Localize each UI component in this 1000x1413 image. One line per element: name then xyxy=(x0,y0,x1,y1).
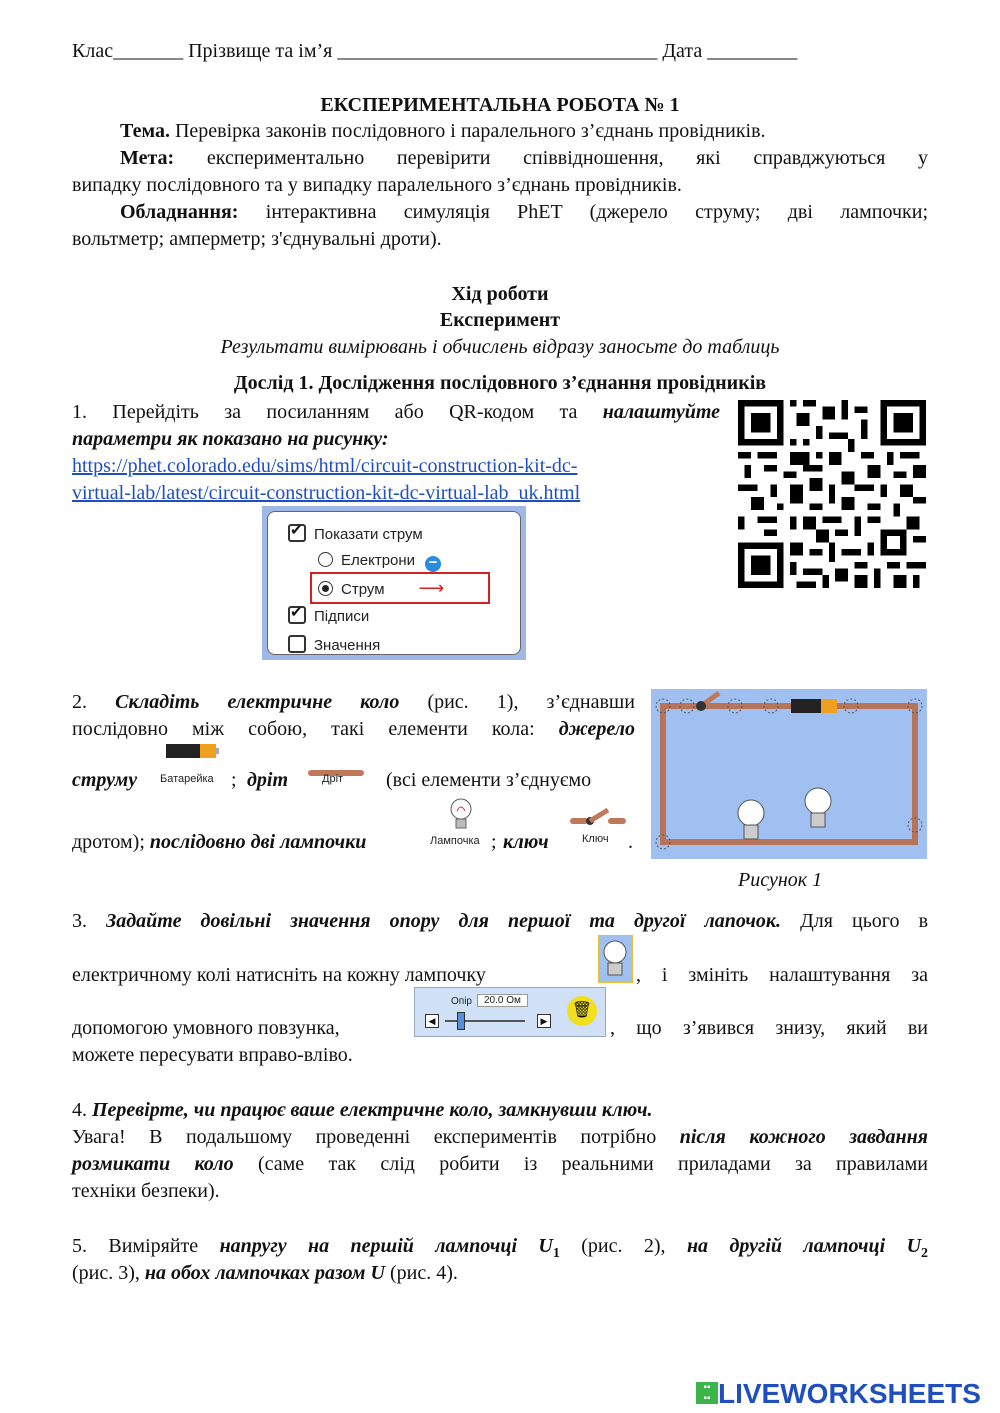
class-label: Клас xyxy=(72,40,114,62)
step3-line-4: можете пересувати вправо-вліво. xyxy=(72,1044,353,1066)
phet-link-line-2[interactable]: virtual-lab/latest/circuit-construction-kit-dc-virtual-lab_uk.html xyxy=(72,482,581,504)
step2-text-b: (всі елементи з’єднуємо xyxy=(386,769,592,791)
slider-thumb xyxy=(457,1012,465,1030)
theme-text: Перевірка законів послідовного і паралельного з’єднань провідників. xyxy=(174,120,766,142)
goal-label: Мета: xyxy=(120,147,175,169)
bulb-image xyxy=(448,797,474,837)
semicolon: ; xyxy=(231,769,237,791)
step3-line-3: допомогою умовного повзунка, xyxy=(72,1017,340,1039)
step3-line-2: електричному колі натисніть на кожну лампочку xyxy=(72,964,486,986)
checkbox-empty-icon xyxy=(288,635,306,653)
show-current-option: ✔Показати струм xyxy=(288,524,423,543)
step1-line-1: 1. Перейдіть за посиланням або QR-кодом та налаштуйте xyxy=(72,401,720,423)
theme-label: Тема. xyxy=(120,120,170,142)
page-title: ЕКСПЕРИМЕНТАЛЬНА РОБОТА № 1 xyxy=(320,94,680,116)
wire-word: дріт xyxy=(247,769,289,791)
trash-icon: 🗑 xyxy=(567,996,597,1026)
trial1-heading: Дослід 1. Дослідження послідовного з’єднання провідників xyxy=(233,372,767,394)
step3-line-1: 3. Задайте довільні значення опору для першої та другої лапочок. Для цього в xyxy=(72,910,929,932)
header-line xyxy=(72,38,928,64)
name-label: Прізвище та ім’я xyxy=(188,40,333,62)
logo-icon: ▪▪ ▪▪ xyxy=(696,1382,718,1404)
switch-image xyxy=(568,806,628,836)
results-note: Результати вимірювань і обчислень відразу заносьте до таблиць xyxy=(220,336,780,358)
step2-line-2: послідовно між собою, такі елементи кола: джерело xyxy=(72,718,636,740)
step4-line-4: техніки безпеки). xyxy=(72,1180,220,1202)
step3-text-c: , і змініть налаштування за xyxy=(636,964,928,986)
wire-label: Дріт xyxy=(322,773,344,785)
step2-line-3: струму xyxy=(72,769,138,791)
step4-line-2: Увага! В подальшому проведенні експериментів потрібно після кожного завдання xyxy=(72,1126,928,1148)
goal-text-1: експериментально перевірити співвідношення, які справджуються у xyxy=(206,147,929,169)
circuit-figure xyxy=(651,689,927,859)
slider-value: 20.0 Ом xyxy=(477,994,528,1007)
electrons-option: Електрони − xyxy=(318,552,441,572)
current-option: Струм ⟶ xyxy=(318,578,444,599)
radio-empty-icon xyxy=(318,552,333,567)
labels-option: ✔Підписи xyxy=(288,606,369,625)
step4-line-3: розмикати коло (саме так слід робити із реальними приладами за правилами xyxy=(72,1153,929,1175)
goal-line-2: випадку послідовного та у випадку паралельного з’єднань провідників. xyxy=(72,174,682,196)
liveworksheets-logo: ▪▪ ▪▪ LIVEWORKSHEETS xyxy=(696,1378,981,1410)
theme-line xyxy=(72,118,928,144)
step5-line-2: (рис. 3), на обох лампочках разом U (рис. 4). xyxy=(72,1262,458,1284)
experiment-heading: Експеримент xyxy=(439,309,561,331)
name-field[interactable]: ________________________________ xyxy=(337,40,658,62)
step2-line-1: 2. Складіть електричне коло (рис. 1), з’єднавши xyxy=(72,691,635,713)
step5-line-1: 5. Виміряйте напругу на першій лампочці $U_1$ (рис. 2), на другій лампочці $U_2$ xyxy=(72,1235,929,1261)
equipment-line-2: вольтметр; амперметр; з'єднувальні дроти). xyxy=(72,228,442,250)
checkbox-checked-icon xyxy=(288,606,306,624)
equipment-label: Обладнання: xyxy=(120,201,239,223)
arrow-right-icon: ⟶ xyxy=(418,578,445,598)
date-field[interactable]: _________ xyxy=(707,40,798,62)
slider-label: Опір xyxy=(451,996,472,1007)
class-field[interactable]: _______ xyxy=(113,40,184,62)
bulb-label: Лампочка xyxy=(430,835,480,847)
step3-text-e: , що з’явився знизу, який ви xyxy=(610,1017,928,1039)
values-option: Значення xyxy=(288,635,380,654)
equipment-text-1: інтерактивна симуляція PhET (джерело струму; дві лампочки; xyxy=(265,201,929,223)
period: . xyxy=(628,831,633,853)
step2-line-4: дротом); послідовно дві лампочки xyxy=(72,831,367,853)
radio-selected-icon xyxy=(318,581,333,596)
resistance-slider-image xyxy=(414,987,606,1037)
figure-1-caption: Рисунок 1 xyxy=(738,869,823,891)
checkbox-checked-icon xyxy=(288,524,306,542)
left-arrow-icon: ◀ xyxy=(425,1014,439,1028)
settings-panel-image xyxy=(262,506,526,660)
battery-image xyxy=(162,742,220,766)
step4-line-1: 4. Перевірте, чи працює ваше електричне коло, замкнувши ключ. xyxy=(72,1099,653,1121)
step2-semicolon-2: ; xyxy=(491,831,497,853)
step1-line-2: параметри як показано на рисунку: xyxy=(72,428,389,450)
goal-line-1 xyxy=(72,145,928,171)
right-arrow-icon: ▶ xyxy=(537,1014,551,1028)
switch-word: ключ xyxy=(503,831,549,853)
equipment-line-1 xyxy=(72,199,928,225)
phet-link-line-1[interactable]: https://phet.colorado.edu/sims/html/circuit-construction-kit-dc- xyxy=(72,455,578,477)
procedure-heading: Хід роботи xyxy=(451,283,549,305)
battery-label: Батарейка xyxy=(160,773,214,785)
electron-icon: − xyxy=(425,556,441,572)
switch-label: Ключ xyxy=(582,833,609,845)
bulb-thumbnail xyxy=(598,935,633,983)
date-label: Дата xyxy=(662,40,703,62)
qr-code[interactable] xyxy=(738,400,926,588)
